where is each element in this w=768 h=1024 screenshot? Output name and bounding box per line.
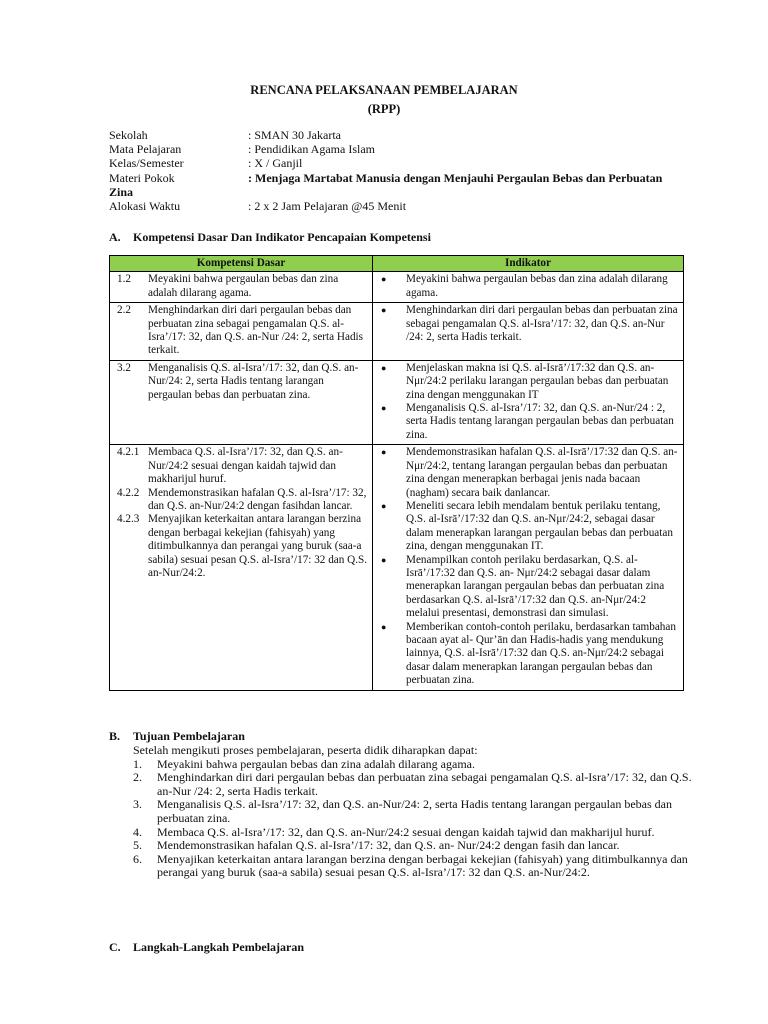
indikator-cell: [373, 272, 684, 303]
bullet-icon: ●: [381, 362, 387, 373]
kd-item: [114, 487, 368, 514]
objective-number: 3.: [133, 797, 142, 812]
objectives-intro: Setelah mengikuti proses pembelajaran, peserta didik diharapkan dapat:: [133, 743, 478, 757]
kd-text: Menyajikan keterkaitan antara larangan berzina dengan berbagai kekejian (fahisyah) yang ditimbulkannya dan perangai yang buruk (saa-a sabila) sesuai pesan Q.S. al-Isra’/17: 32 dan Q.S. an-Nur/24:2.: [148, 513, 368, 579]
info-row-sekolah: [109, 128, 709, 142]
kd-text: Menganalisis Q.S. al-Isra’/17: 32, dan Q.S. an-Nur/24: 2, serta Hadis tentang larangan pergaulan bebas dan perbuatan zina.: [148, 361, 359, 401]
kd-cell: [110, 272, 373, 303]
objective-number: 5.: [133, 838, 142, 853]
kd-item: [114, 304, 368, 358]
objective-item: [133, 758, 693, 772]
info-value-continuation: Zina: [109, 184, 134, 199]
info-value: : X / Ganjil: [248, 156, 303, 171]
table-row: [110, 445, 684, 690]
indikator-item: [377, 273, 679, 300]
kd-text: Menghindarkan diri dari pergaulan bebas dan perbuatan zina sebagai pengamalan Q.S. al-Isra’/17: 32, dan Q.S. an-Nur /24: 2, serta Hadis terkait.: [148, 304, 364, 357]
info-row-mapel: [109, 142, 709, 156]
objective-text: Menyajikan keterkaitan antara larangan berzina dengan berbagai kekejian (fahisyah) yang ditimbulkannya dan perangai yang buruk (saa-a sabila) sesuai pesan Q.S. al-Isra’/17: 32 dan Q.S. an-Nur/24:2.: [157, 851, 688, 880]
indikator-list: [377, 304, 679, 344]
info-value: : 2 x 2 Jam Pelajaran @45 Menit: [248, 199, 407, 214]
objective-item: [133, 853, 693, 880]
kd-text: Meyakini bahwa pergaulan bebas dan zina adalah dilarang agama.: [148, 273, 339, 299]
kd-text: Membaca Q.S. al-Isra’/17: 32, dan Q.S. an-Nur/24:2 sesuai dengan kaidah tajwid dan makharijul huruf.: [148, 446, 343, 486]
section-title: Kompetensi Dasar Dan Indikator Pencapaian Kompetensi: [133, 230, 431, 244]
info-label: Kelas/Semester: [109, 156, 184, 171]
indikator-item: [377, 304, 679, 344]
objectives-block: [133, 744, 693, 880]
info-value: : Pendidikan Agama Islam: [248, 142, 375, 157]
bullet-icon: ●: [381, 554, 387, 565]
section-heading-a: [109, 230, 431, 245]
objective-number: 1.: [133, 756, 142, 771]
info-row-kelas: [109, 156, 709, 170]
objective-item: [133, 826, 693, 840]
section-letter: C.: [109, 940, 121, 954]
info-label: Alokasi Waktu: [109, 199, 181, 214]
section-title: Langkah-Langkah Pembelajaran: [133, 940, 305, 954]
indikator-text: Menjelaskan makna isi Q.S. al-Isrā’/17:32 dan Q.S. an-Nμr/24:2 perilaku larangan pergaulan bebas dan perbuatan zina dengan menggunakan IT: [406, 361, 669, 401]
indikator-text: Meneliti secara lebih mendalam bentuk perilaku tentang, Q.S. al-Isrā’/17:32 dan Q.S. an-Nμr/24:2, sebagai dasar dalam menerapkan larangan pergaulan bebas dan perbuatan zina, dengan menggunakan IT.: [406, 499, 673, 553]
info-label: Sekolah: [109, 128, 148, 142]
indikator-item: [377, 446, 679, 500]
table-row: [110, 303, 684, 361]
objectives-list: [133, 758, 693, 880]
bullet-icon: ●: [381, 447, 387, 458]
document-title: RENCANA PELAKSANAAN PEMBELAJARAN: [250, 83, 518, 97]
kd-item: [114, 362, 368, 402]
indikator-item: [377, 402, 679, 442]
objective-item: [133, 771, 693, 798]
kd-number: 1.2: [117, 273, 131, 286]
info-label: Mata Pelajaran: [109, 142, 182, 157]
objective-number: 2.: [133, 770, 142, 785]
indikator-list: [377, 362, 679, 442]
objective-text: Meyakini bahwa pergaulan bebas dan zina adalah dilarang agama.: [157, 756, 475, 771]
table-row: [110, 360, 684, 444]
kd-number: 4.2.1: [117, 446, 140, 459]
info-value: : SMAN 30 Jakarta: [248, 128, 341, 142]
objective-number: 6.: [133, 851, 142, 866]
indikator-text: Menghindarkan diri dari pergaulan bebas dan perbuatan zina sebagai pengamalan Q.S. al-Isra’/17: 32, dan Q.S. an-Nur /24: 2, serta Hadis terkait.: [406, 304, 678, 344]
indikator-text: Menampilkan contoh perilaku berdasarkan, Q.S. al-Isrā’/17:32 dan Q.S. an- Nμr/24:2 sebagai dasar dalam menerapkan larangan pergaulan bebas dan perbuatan zina berdasarkan Q.S. al-Isrā’/17:32 dan Q.S. an-Nμr/24:2 melalui presentasi, demonstrasi dan simulasi.: [406, 553, 665, 620]
section-letter: B.: [109, 729, 121, 743]
kd-number: 4.2.2: [117, 486, 140, 499]
header-indikator: Indikator: [373, 256, 684, 272]
competency-table: [109, 255, 684, 691]
bullet-icon: ●: [381, 621, 387, 632]
kd-item: [114, 513, 368, 580]
indikator-cell: [373, 303, 684, 361]
info-block: [109, 128, 709, 213]
objective-text: Menghindarkan diri dari pergaulan bebas dan perbuatan zina sebagai pengamalan Q.S. al-Isra’/17: 32, dan Q.S. an-Nur /24: 2, serta Hadis terkait.: [157, 770, 692, 798]
section-title: Tujuan Pembelajaran: [133, 729, 245, 743]
section-letter: A.: [109, 230, 121, 244]
info-row-materi: [109, 171, 709, 185]
objective-text: Mendemonstrasikan hafalan Q.S. al-Isra’/17: 32, dan Q.S. an- Nur/24:2 dengan fasih dan lancar.: [157, 838, 620, 853]
kd-text: Mendemonstrasikan hafalan Q.S. al-Isra’/17: 32, dan Q.S. an-Nur/24:2 dengan fasihdan lancar.: [148, 486, 367, 512]
kd-cell: [110, 303, 373, 361]
kd-item: [114, 273, 368, 300]
indikator-text: Meyakini bahwa pergaulan bebas dan zina adalah dilarang agama.: [406, 273, 668, 299]
document-subtitle: (RPP): [367, 102, 401, 116]
info-row-alokasi: [109, 199, 709, 213]
indikator-item: [377, 554, 679, 621]
objective-text: Membaca Q.S. al-Isra’/17: 32, dan Q.S. an-Nur/24:2 sesuai dengan kaidah tajwid dan makharijul huruf.: [157, 824, 655, 839]
indikator-item: [377, 500, 679, 554]
objective-text: Menganalisis Q.S. al-Isra’/17: 32, dan Q.S. an-Nur/24: 2, serta Hadis tentang larangan pergaulan bebas dan perbuatan zina.: [157, 797, 672, 825]
indikator-list: [377, 273, 679, 300]
table-header-row: [110, 256, 684, 272]
kd-cell: [110, 360, 373, 444]
info-label: Materi Pokok: [109, 170, 175, 185]
indikator-item: [377, 362, 679, 402]
indikator-text: Mendemonstrasikan hafalan Q.S. al-Isrā’/17:32 dan Q.S. an-Nμr/24:2, tentang larangan pergaulan bebas dan perbuatan zina dengan menerapkan berbagai jenis nada bacaan (nagham) secara baik danlancar.: [406, 446, 678, 499]
kd-cell: [110, 445, 373, 690]
objective-number: 4.: [133, 824, 142, 839]
table-body: [110, 272, 684, 690]
bullet-icon: ●: [381, 274, 387, 285]
indikator-cell: [373, 360, 684, 444]
indikator-list: [377, 446, 679, 687]
section-heading-b: [109, 729, 245, 744]
indikator-cell: [373, 445, 684, 690]
indikator-text: Memberikan contoh-contoh perilaku, berdasarkan tambahan bacaan ayat al- Qur’ān dan Hadis-hadis yang mendukung lainnya, Q.S. al-Isrā’/17:32 dan Q.S. an-Nμr/24:2 sebagai dasar dalam menerapkan larangan pergaulan bebas dan perbuatan zina.: [406, 620, 676, 687]
kd-item: [114, 446, 368, 486]
table-row: [110, 272, 684, 303]
kd-number: 3.2: [117, 361, 131, 374]
kd-number: 2.2: [117, 304, 131, 317]
bullet-icon: ●: [381, 500, 387, 511]
section-heading-c: [109, 940, 304, 955]
info-value: : Menjaga Martabat Manusia dengan Menjauhi Pergaulan Bebas dan Perbuatan: [248, 170, 663, 185]
objective-item: [133, 839, 693, 853]
indikator-item: [377, 621, 679, 688]
bullet-icon: ●: [381, 305, 387, 316]
kd-number: 4.2.3: [117, 513, 140, 526]
objective-item: [133, 798, 693, 825]
bullet-icon: ●: [381, 403, 387, 414]
header-kompetensi-dasar: Kompetensi Dasar: [110, 256, 373, 272]
indikator-text: Menganalisis Q.S. al-Isra’/17: 32, dan Q.S. an-Nur/24 : 2, serta Hadis tentang larangan pergaulan bebas dan perbuatan zina.: [406, 402, 674, 441]
